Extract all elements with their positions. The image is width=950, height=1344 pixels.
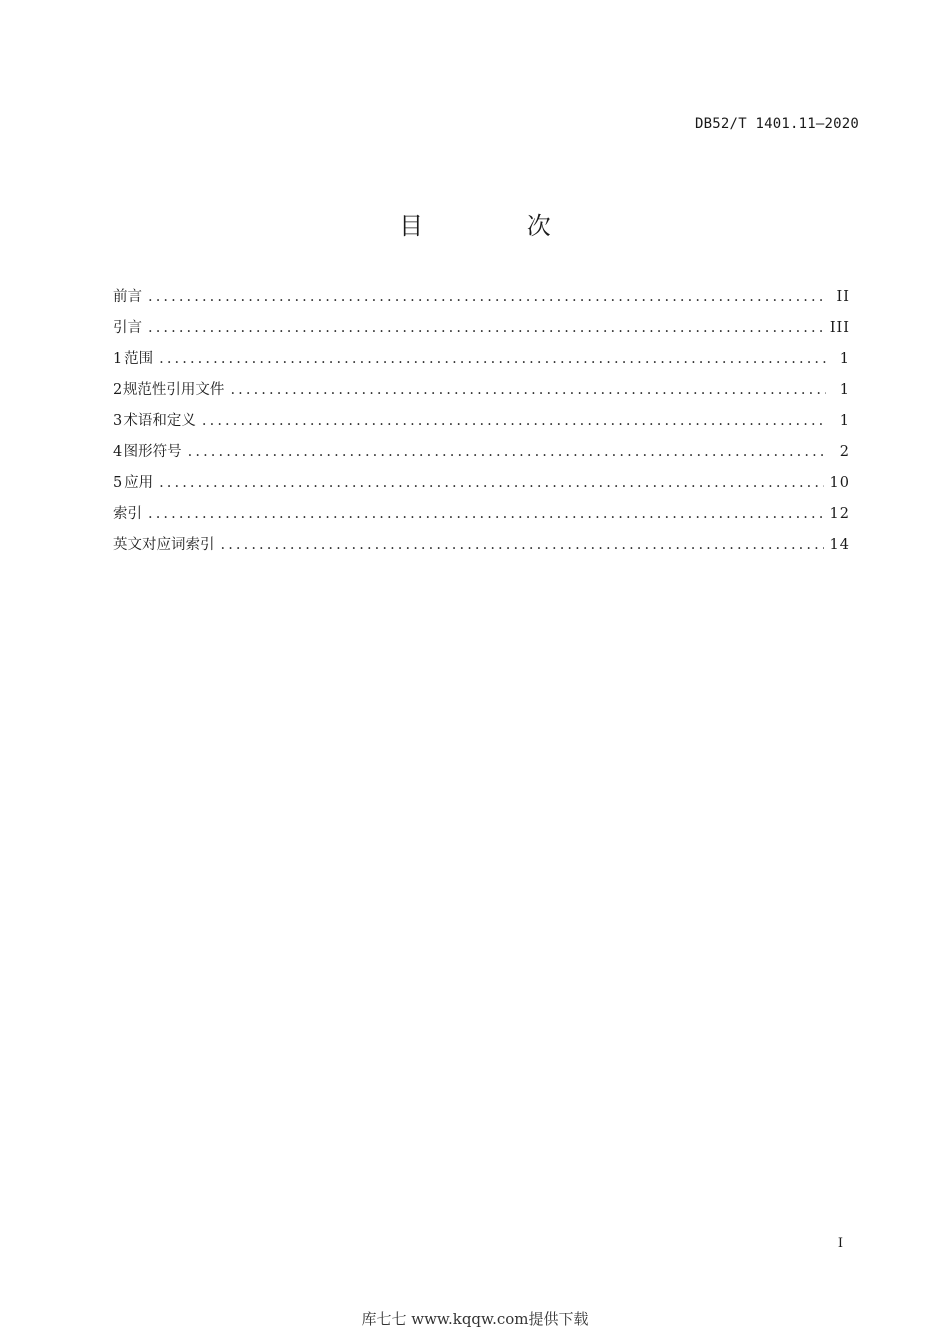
toc-entry-page: 10 [829, 475, 850, 491]
toc-entry-label: 引言 [113, 320, 142, 336]
toc-entry-normative-references[interactable] [113, 378, 850, 409]
toc-entry-page: 2 [839, 444, 850, 460]
toc-entry-label: 术语和定义 [123, 413, 196, 429]
toc-entry-label: 索引 [113, 506, 142, 522]
toc-entry-index[interactable] [113, 502, 850, 533]
toc-entry-application[interactable] [113, 471, 850, 502]
page-number: I [837, 1236, 843, 1251]
toc-entry-label: 范围 [124, 351, 154, 367]
toc-leader-dots [202, 413, 826, 429]
toc-entry-label: 应用 [124, 475, 154, 491]
toc-leader-dots [159, 351, 826, 367]
toc-entry-introduction[interactable] [113, 316, 850, 347]
footer-watermark: 库七七 www.kqqw.com提供下载 [361, 1310, 589, 1328]
toc-entry-number: 4 [113, 444, 123, 460]
toc-leader-dots [148, 320, 824, 336]
toc-entry-page: 14 [829, 537, 850, 553]
toc-entry-scope[interactable] [113, 347, 850, 378]
toc-entry-terms-definitions[interactable] [113, 409, 850, 440]
toc-entry-page: 1 [839, 382, 850, 398]
toc-entry-label: 前言 [113, 289, 142, 305]
toc-leader-dots [159, 475, 823, 491]
toc-entry-number: 1 [113, 351, 123, 367]
toc-leader-dots [230, 382, 826, 398]
toc-entry-graphic-symbols[interactable] [113, 440, 850, 471]
toc-leader-dots [148, 506, 824, 522]
toc-entry-number: 5 [113, 475, 123, 491]
page-title: 目 次 [399, 212, 599, 240]
toc-entry-number: 3 [113, 413, 123, 429]
toc-entry-number: 2 [113, 382, 123, 398]
toc-entry-label: 规范性引用文件 [122, 382, 225, 398]
toc-entry-page: 1 [839, 413, 850, 429]
toc-entry-english-index[interactable] [113, 533, 850, 564]
table-of-contents [113, 285, 850, 564]
toc-entry-foreword[interactable] [113, 285, 850, 316]
toc-entry-label: 图形符号 [123, 444, 182, 460]
toc-leader-dots [148, 289, 826, 305]
toc-leader-dots [221, 537, 824, 553]
toc-leader-dots [188, 444, 826, 460]
document-code: DB52/T 1401.11—2020 [695, 116, 859, 132]
toc-entry-page: 12 [829, 506, 850, 522]
toc-entry-page: II [836, 289, 850, 305]
toc-entry-page: 1 [839, 351, 850, 367]
toc-entry-label: 英文对应词索引 [113, 537, 215, 553]
toc-entry-page: III [829, 320, 850, 336]
